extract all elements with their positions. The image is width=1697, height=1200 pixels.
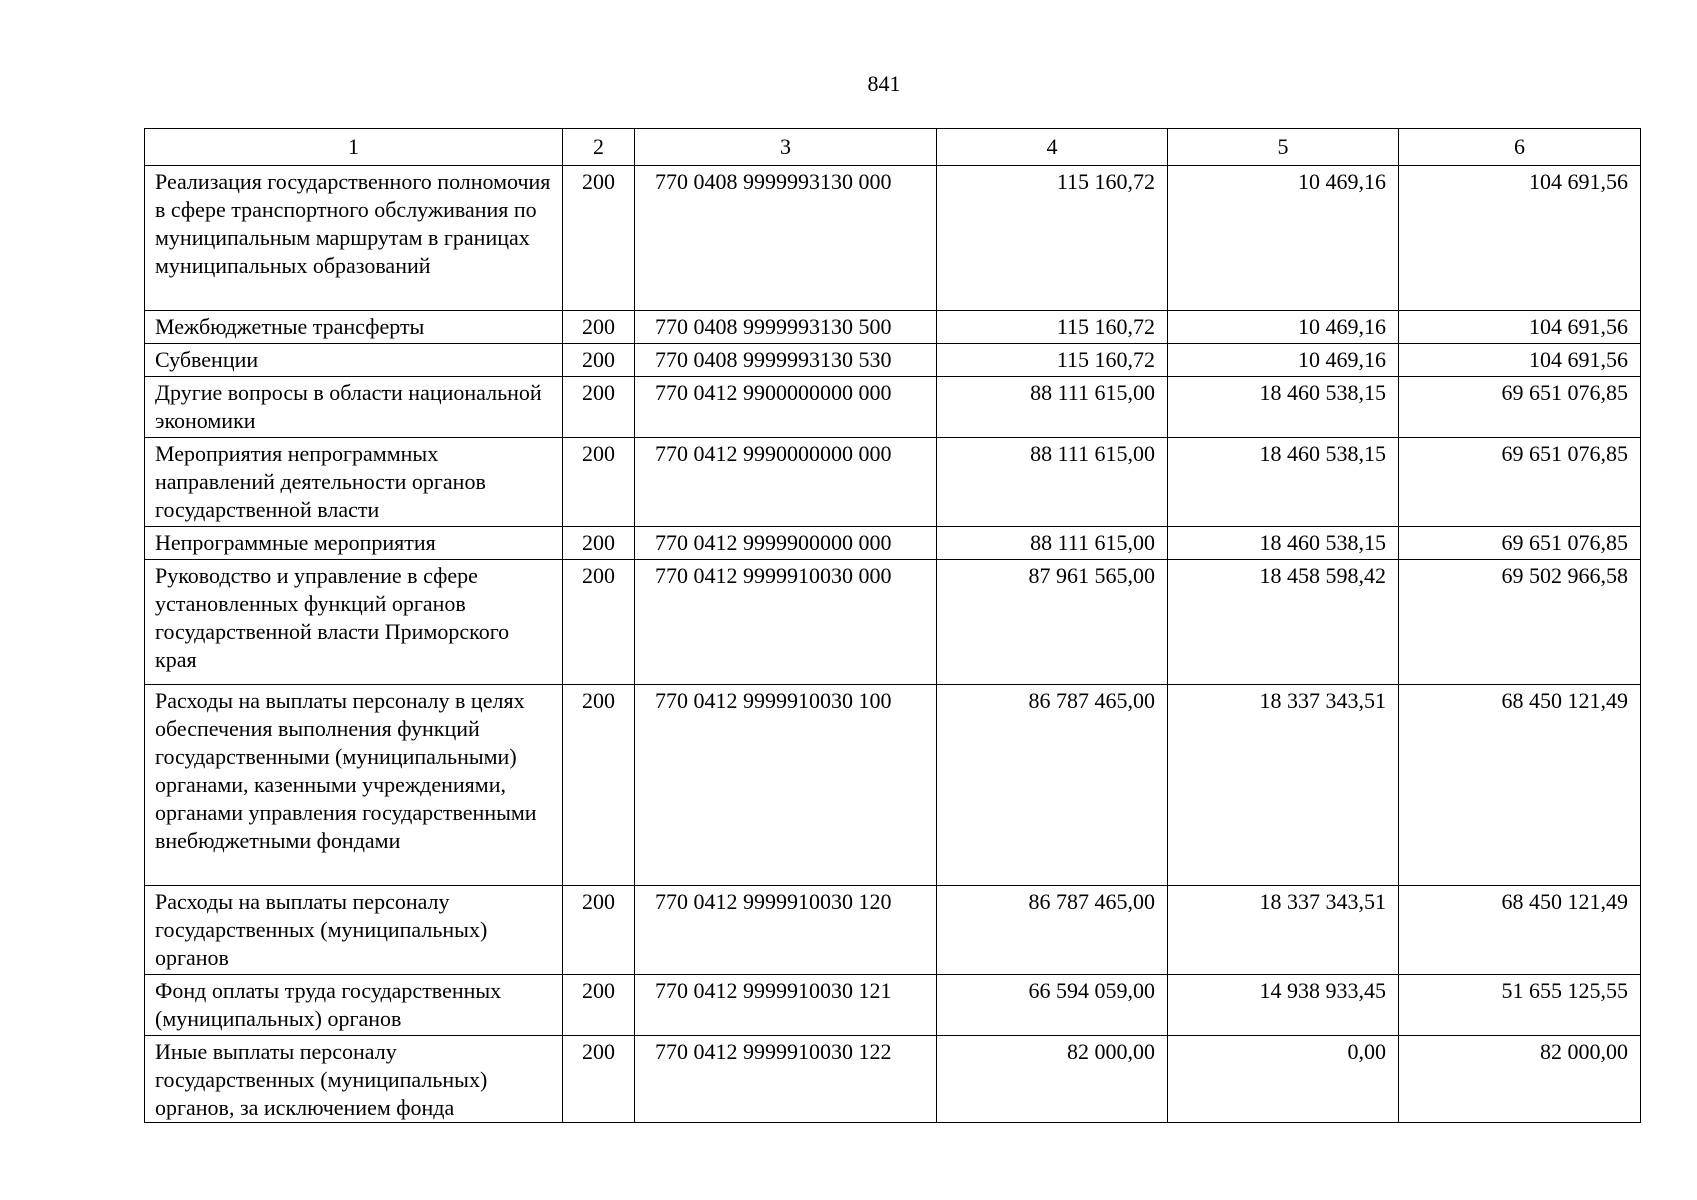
row-name: Непрограммные мероприятия	[145, 527, 563, 560]
row-name: Реализация государственного полномочия в сфере транспортного обслуживания по муниципальным маршрутам в границах муниципальных образований	[145, 166, 563, 311]
row-name: Иные выплаты персоналу государственных (муниципальных) органов, за исключением фонда	[145, 1036, 563, 1123]
row-value-6: 82 000,00	[1399, 1036, 1641, 1123]
row-code: 770 0408 9999993130 000	[635, 166, 937, 311]
row-value-5: 10 469,16	[1168, 344, 1399, 377]
row-code: 770 0412 9999900000 000	[635, 527, 937, 560]
column-header: 4	[937, 129, 1168, 166]
row-grbs: 200	[563, 166, 635, 311]
row-value-4: 86 787 465,00	[937, 685, 1168, 886]
table-row	[145, 886, 1641, 975]
row-name: Расходы на выплаты персоналу государственных (муниципальных) органов	[145, 886, 563, 975]
row-name: Фонд оплаты труда государственных (муниципальных) органов	[145, 975, 563, 1036]
row-name: Расходы на выплаты персоналу в целях обеспечения выполнения функций государственными (муниципальными) органами, казенными учреждениями, органами управления государственными внебюджетными фондами	[145, 685, 563, 886]
row-value-5: 10 469,16	[1168, 311, 1399, 344]
row-value-6: 69 502 966,58	[1399, 560, 1641, 685]
row-value-4: 82 000,00	[937, 1036, 1168, 1123]
row-value-5: 18 460 538,15	[1168, 438, 1399, 527]
row-value-6: 68 450 121,49	[1399, 886, 1641, 975]
row-value-4: 115 160,72	[937, 311, 1168, 344]
table-row	[145, 1036, 1641, 1123]
row-value-5: 10 469,16	[1168, 166, 1399, 311]
row-value-6: 104 691,56	[1399, 344, 1641, 377]
row-grbs: 200	[563, 560, 635, 685]
row-grbs: 200	[563, 311, 635, 344]
row-value-4: 87 961 565,00	[937, 560, 1168, 685]
table-row	[145, 377, 1641, 438]
row-value-5: 18 460 538,15	[1168, 377, 1399, 438]
row-value-5: 18 460 538,15	[1168, 527, 1399, 560]
header-row	[145, 129, 1641, 166]
row-code: 770 0412 9990000000 000	[635, 438, 937, 527]
row-value-6: 104 691,56	[1399, 166, 1641, 311]
table-row	[145, 975, 1641, 1036]
row-grbs: 200	[563, 975, 635, 1036]
table-row	[145, 560, 1641, 685]
row-code: 770 0412 9999910030 120	[635, 886, 937, 975]
row-value-4: 66 594 059,00	[937, 975, 1168, 1036]
row-value-6: 69 651 076,85	[1399, 527, 1641, 560]
row-value-6: 69 651 076,85	[1399, 438, 1641, 527]
row-grbs: 200	[563, 344, 635, 377]
row-value-5: 18 337 343,51	[1168, 886, 1399, 975]
page-number: 841	[867, 71, 901, 96]
row-value-6: 68 450 121,49	[1399, 685, 1641, 886]
row-name: Межбюджетные трансферты	[145, 311, 563, 344]
row-value-4: 88 111 615,00	[937, 438, 1168, 527]
row-code: 770 0412 9999910030 122	[635, 1036, 937, 1123]
row-value-5: 14 938 933,45	[1168, 975, 1399, 1036]
row-value-5: 18 458 598,42	[1168, 560, 1399, 685]
table-row	[145, 685, 1641, 886]
row-name: Субвенции	[145, 344, 563, 377]
row-value-5: 0,00	[1168, 1036, 1399, 1123]
row-value-4: 86 787 465,00	[937, 886, 1168, 975]
column-header: 1	[145, 129, 563, 166]
row-value-4: 88 111 615,00	[937, 377, 1168, 438]
row-value-4: 115 160,72	[937, 166, 1168, 311]
column-header: 5	[1168, 129, 1399, 166]
row-code: 770 0412 9999910030 121	[635, 975, 937, 1036]
row-value-5: 18 337 343,51	[1168, 685, 1399, 886]
row-value-6: 51 655 125,55	[1399, 975, 1641, 1036]
row-name: Мероприятия непрограммных направлений деятельности органов государственной власти	[145, 438, 563, 527]
row-grbs: 200	[563, 377, 635, 438]
row-name: Руководство и управление в сфере установленных функций органов государственной власти Приморского края	[145, 560, 563, 685]
row-grbs: 200	[563, 685, 635, 886]
row-value-6: 69 651 076,85	[1399, 377, 1641, 438]
row-code: 770 0412 9999910030 100	[635, 685, 937, 886]
row-grbs: 200	[563, 527, 635, 560]
table-row	[145, 166, 1641, 311]
table-row	[145, 311, 1641, 344]
row-grbs: 200	[563, 886, 635, 975]
row-code: 770 0408 9999993130 500	[635, 311, 937, 344]
budget-table	[144, 128, 1641, 1123]
row-name: Другие вопросы в области национальной экономики	[145, 377, 563, 438]
row-grbs: 200	[563, 438, 635, 527]
column-header: 6	[1399, 129, 1641, 166]
table-row	[145, 438, 1641, 527]
row-value-4: 88 111 615,00	[937, 527, 1168, 560]
column-header: 3	[635, 129, 937, 166]
row-code: 770 0408 9999993130 530	[635, 344, 937, 377]
table-row	[145, 344, 1641, 377]
row-code: 770 0412 9900000000 000	[635, 377, 937, 438]
row-grbs: 200	[563, 1036, 635, 1123]
column-header: 2	[563, 129, 635, 166]
table-row	[145, 527, 1641, 560]
row-code: 770 0412 9999910030 000	[635, 560, 937, 685]
row-value-4: 115 160,72	[937, 344, 1168, 377]
row-value-6: 104 691,56	[1399, 311, 1641, 344]
